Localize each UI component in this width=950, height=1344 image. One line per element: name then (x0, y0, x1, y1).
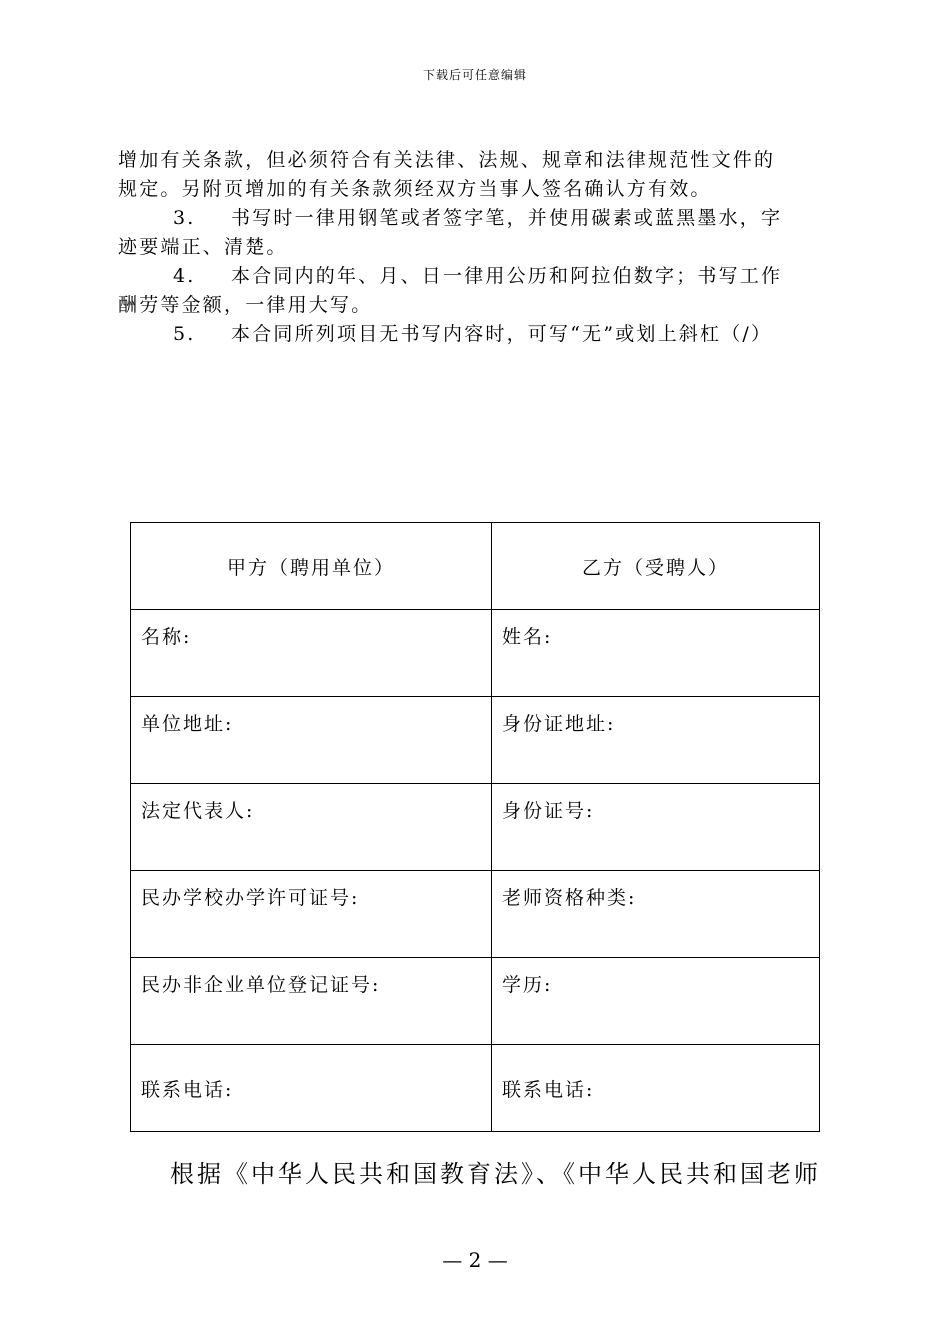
table-row (131, 871, 820, 958)
party-a-header: 甲方（聘用单位） (131, 523, 492, 610)
item-text: 书写时一律用钢笔或者签字笔，并使用碳素或蓝黑墨水，字 (231, 207, 783, 229)
header-note: 下载后可任意编辑 (422, 68, 527, 82)
closing-line: 根据《中华人民共和国教育法》、《中华人民共和国老师 (170, 1160, 821, 1188)
table-cell (492, 958, 820, 1045)
table-cell (131, 871, 492, 958)
field-label: 学历: (502, 974, 553, 996)
table-row (131, 697, 820, 784)
contract-notes (118, 146, 832, 349)
table-cell (131, 784, 492, 871)
table-cell (492, 697, 820, 784)
item-number: 4. (173, 265, 196, 287)
field-label: 姓名: (502, 626, 553, 648)
field-label: 身份证号: (502, 800, 595, 822)
table-row (131, 784, 820, 871)
field-label: 民办非企业单位登记证号: (141, 974, 381, 996)
table-cell (131, 1045, 492, 1132)
table-row (131, 610, 820, 697)
field-label: 单位地址: (141, 713, 234, 735)
item-number: 3. (173, 207, 196, 229)
table-cell (492, 871, 820, 958)
field-label: 民办学校办学许可证号: (141, 887, 360, 909)
party-b-header: 乙方（受聘人） (492, 523, 820, 610)
list-item (118, 320, 832, 349)
table-cell (492, 610, 820, 697)
paragraph-line: 增加有关条款，但必须符合有关法律、法规、规章和法律规范性文件的 (118, 149, 776, 171)
item-text: 本合同所列项目无书写内容时，可写“无”或划上斜杠（/） (231, 323, 773, 345)
item-continuation: 迹要端正、清楚。 (118, 236, 288, 258)
table-row (131, 1045, 820, 1132)
table-cell (492, 784, 820, 871)
item-number: 5. (173, 323, 196, 345)
paragraph-line: 规定。另附页增加的有关条款须经双方当事人签名确认方有效。 (118, 178, 712, 200)
list-item (118, 262, 832, 291)
item-continuation: 酬劳等金额，一律用大写。 (118, 294, 373, 316)
table-row (131, 958, 820, 1045)
table-header-row (131, 523, 820, 610)
field-label: 法定代表人: (141, 800, 255, 822)
field-label: 联系电话: (502, 1078, 595, 1101)
page-number: — 2 — (442, 1248, 508, 1272)
table-cell (492, 1045, 820, 1132)
field-label: 名称: (141, 626, 192, 648)
field-label: 老师资格种类: (502, 887, 637, 909)
table-cell (131, 958, 492, 1045)
field-label: 联系电话: (141, 1078, 234, 1101)
field-label: 身份证地址: (502, 713, 616, 735)
item-text: 本合同内的年、月、日一律用公历和阿拉伯数字；书写工作 (231, 265, 783, 287)
table-cell (131, 697, 492, 784)
list-item (118, 204, 832, 233)
signature-table (130, 522, 820, 1132)
table-cell (131, 610, 492, 697)
